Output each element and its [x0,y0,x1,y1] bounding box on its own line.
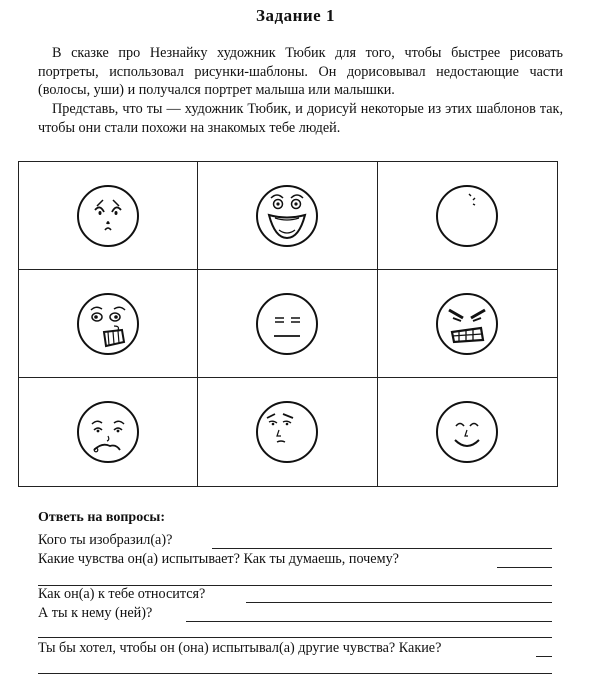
task-title: Задание 1 [256,6,335,25]
face-cell [198,270,377,378]
question-5: Ты бы хотел, чтобы он (она) испытывал(а) другие чувства? Какие? [38,640,442,656]
question-1: Кого ты изобразил(а)? [38,532,173,548]
intro-paragraph-2: Представь, что ты — художник Тюбик, и дорисуй некоторые из этих шаблонов так, чтобы они стали похожи на знакомых тебе людей. [38,101,563,136]
question-4: А ты к нему (ней)? [38,605,153,621]
face-cell [198,162,377,270]
intro-paragraph-1: В сказке про Незнайку художник Тюбик для того, чтобы быстрее рисовать портреты, использовал рисунки-шаблоны. Он дорисовывал недостающие части (волосы, уши) и получался портрет малыша или малышки. [38,45,563,98]
angry-face-icon [431,288,503,360]
answer-line-2a[interactable] [497,567,552,568]
questions-heading: Ответь на вопросы: [38,510,166,525]
face-cell [378,378,557,486]
blank-face-icon [431,180,503,252]
face-cell [378,270,557,378]
face-cell [19,270,198,378]
laughing-face-icon [251,180,323,252]
suspicious-face-icon [251,396,323,468]
answer-line-4[interactable] [186,621,552,622]
unwell-face-icon [72,396,144,468]
answer-line-3[interactable] [246,602,552,603]
neutral-face-icon [251,288,323,360]
answer-line-4b[interactable] [38,637,552,638]
smiling-face-icon [431,396,503,468]
scared-face-icon [72,288,144,360]
sad-face-icon [72,180,144,252]
face-cell [19,378,198,486]
face-templates-grid [18,161,558,487]
answer-line-1[interactable] [212,548,552,549]
face-cell [19,162,198,270]
face-cell [198,378,377,486]
answer-line-5a[interactable] [536,656,552,657]
face-cell [378,162,557,270]
question-3: Как он(а) к тебе относится? [38,586,206,602]
question-2: Какие чувства он(а) испытывает? Как ты думаешь, почему? [38,551,399,567]
answer-line-5b[interactable] [38,673,552,674]
